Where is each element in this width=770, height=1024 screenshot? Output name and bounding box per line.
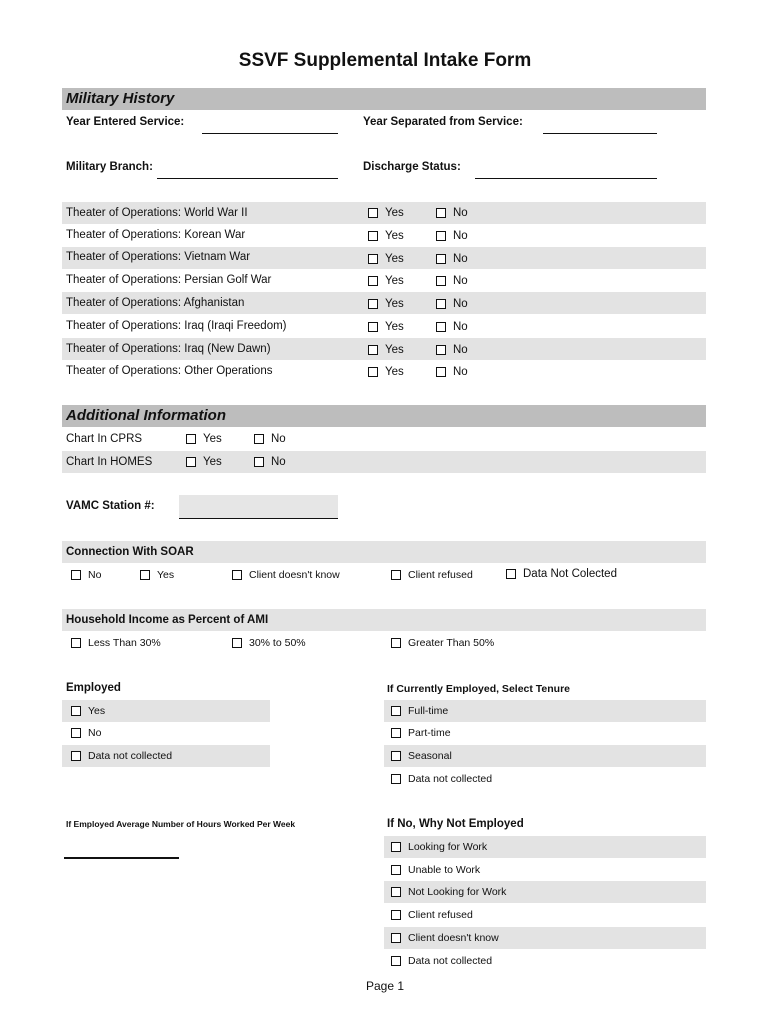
checkbox-icon[interactable]: [254, 434, 264, 444]
checkbox-icon[interactable]: [186, 457, 196, 467]
year-entered-label: Year Entered Service:: [66, 116, 185, 128]
checkbox-icon[interactable]: [391, 933, 401, 943]
discharge-status-label: Discharge Status:: [363, 161, 461, 173]
income-option-30-50[interactable]: 30% to 50%: [232, 637, 306, 649]
theater-no-option[interactable]: No: [436, 253, 468, 265]
theater-yes-option[interactable]: Yes: [368, 275, 404, 287]
soar-option-yes[interactable]: Yes: [140, 569, 174, 581]
military-branch-label: Military Branch:: [66, 161, 153, 173]
tenure-option-seasonal[interactable]: Seasonal: [391, 750, 452, 762]
soar-heading: Connection With SOAR: [66, 546, 194, 558]
checkbox-icon[interactable]: [436, 345, 446, 355]
chart-homes-band: [62, 451, 706, 473]
theater-label: Theater of Operations: Afghanistan: [66, 297, 245, 309]
chart-homes-no[interactable]: No: [254, 456, 286, 468]
not-employed-option-not-looking[interactable]: Not Looking for Work: [391, 886, 506, 898]
checkbox-icon[interactable]: [368, 322, 378, 332]
checkbox-icon[interactable]: [436, 299, 446, 309]
checkbox-icon[interactable]: [391, 774, 401, 784]
income-option-less-30[interactable]: Less Than 30%: [71, 637, 161, 649]
not-employed-option-client-doesnt-know[interactable]: Client doesn't know: [391, 932, 499, 944]
hours-worked-label: If Employed Average Number of Hours Worked Per Week: [66, 819, 296, 829]
tenure-heading: If Currently Employed, Select Tenure: [387, 683, 571, 695]
checkbox-icon[interactable]: [436, 254, 446, 264]
checkbox-icon[interactable]: [391, 865, 401, 875]
theater-yes-option[interactable]: Yes: [368, 207, 404, 219]
checkbox-icon[interactable]: [368, 345, 378, 355]
soar-option-client-refused[interactable]: Client refused: [391, 569, 473, 581]
employed-option-no[interactable]: No: [71, 727, 101, 739]
checkbox-icon[interactable]: [186, 434, 196, 444]
theater-label: Theater of Operations: World War II: [66, 207, 248, 219]
checkbox-icon[interactable]: [436, 367, 446, 377]
chart-cprs-no[interactable]: No: [254, 433, 286, 445]
checkbox-icon[interactable]: [436, 208, 446, 218]
theater-yes-option[interactable]: Yes: [368, 253, 404, 265]
checkbox-icon[interactable]: [391, 956, 401, 966]
vamc-station-field[interactable]: [179, 495, 338, 519]
checkbox-icon[interactable]: [506, 569, 516, 579]
military-history-heading: Military History: [62, 88, 706, 110]
page-title: SSVF Supplemental Intake Form: [238, 50, 532, 71]
military-branch-field[interactable]: [157, 165, 338, 179]
checkbox-icon[interactable]: [71, 638, 81, 648]
theater-no-option[interactable]: No: [436, 344, 468, 356]
employed-heading: Employed: [66, 682, 121, 694]
checkbox-icon[interactable]: [254, 457, 264, 467]
checkbox-icon[interactable]: [232, 638, 242, 648]
chart-cprs-yes[interactable]: Yes: [186, 433, 222, 445]
checkbox-icon[interactable]: [391, 751, 401, 761]
theater-yes-option[interactable]: Yes: [368, 366, 404, 378]
checkbox-icon[interactable]: [71, 706, 81, 716]
discharge-status-field[interactable]: [475, 165, 657, 179]
income-option-greater-50[interactable]: Greater Than 50%: [391, 637, 494, 649]
checkbox-icon[interactable]: [391, 638, 401, 648]
checkbox-icon[interactable]: [391, 910, 401, 920]
theater-no-option[interactable]: No: [436, 207, 468, 219]
theater-no-option[interactable]: No: [436, 298, 468, 310]
not-employed-option-unable[interactable]: Unable to Work: [391, 864, 480, 876]
theater-no-option[interactable]: No: [436, 366, 468, 378]
theater-label: Theater of Operations: Iraq (New Dawn): [66, 343, 271, 355]
not-employed-option-client-refused[interactable]: Client refused: [391, 909, 473, 921]
theater-label: Theater of Operations: Iraq (Iraqi Freedom): [66, 320, 287, 332]
checkbox-icon[interactable]: [140, 570, 150, 580]
theater-yes-option[interactable]: Yes: [368, 298, 404, 310]
checkbox-icon[interactable]: [391, 728, 401, 738]
theater-label: Theater of Operations: Vietnam War: [66, 251, 251, 263]
employed-option-yes[interactable]: Yes: [71, 705, 105, 717]
checkbox-icon[interactable]: [368, 254, 378, 264]
checkbox-icon[interactable]: [232, 570, 242, 580]
checkbox-icon[interactable]: [391, 570, 401, 580]
checkbox-icon[interactable]: [391, 887, 401, 897]
income-heading: Household Income as Percent of AMI: [66, 614, 269, 626]
checkbox-icon[interactable]: [391, 842, 401, 852]
checkbox-icon[interactable]: [71, 570, 81, 580]
checkbox-icon[interactable]: [368, 208, 378, 218]
year-separated-label: Year Separated from Service:: [363, 116, 523, 128]
theater-label: Theater of Operations: Persian Golf War: [66, 274, 272, 286]
chart-cprs-label: Chart In CPRS: [66, 433, 143, 445]
soar-option-client-doesnt-know[interactable]: Client doesn't know: [232, 569, 340, 581]
not-employed-option-looking[interactable]: Looking for Work: [391, 841, 487, 853]
checkbox-icon[interactable]: [436, 276, 446, 286]
soar-option-no[interactable]: No: [71, 569, 101, 581]
checkbox-icon[interactable]: [436, 322, 446, 332]
vamc-station-label: VAMC Station #:: [66, 500, 155, 512]
tenure-option-data-not-collected[interactable]: Data not collected: [391, 773, 492, 785]
checkbox-icon[interactable]: [71, 728, 81, 738]
soar-option-data-not-collected[interactable]: Data Not Colected: [506, 568, 617, 580]
theater-no-option[interactable]: No: [436, 321, 468, 333]
checkbox-icon[interactable]: [436, 231, 446, 241]
employed-option-data-not-collected[interactable]: Data not collected: [71, 750, 172, 762]
hours-worked-field[interactable]: [64, 845, 179, 859]
year-entered-field[interactable]: [202, 120, 338, 134]
theater-yes-option[interactable]: Yes: [368, 344, 404, 356]
theater-yes-option[interactable]: Yes: [368, 321, 404, 333]
chart-homes-yes[interactable]: Yes: [186, 456, 222, 468]
theater-label: Theater of Operations: Korean War: [66, 229, 246, 241]
checkbox-icon[interactable]: [368, 231, 378, 241]
theater-no-option[interactable]: No: [436, 230, 468, 242]
tenure-option-part-time[interactable]: Part-time: [391, 727, 451, 739]
theater-label: Theater of Operations: Other Operations: [66, 365, 273, 377]
chart-homes-label: Chart In HOMES: [66, 456, 153, 468]
not-employed-heading: If No, Why Not Employed: [387, 818, 524, 830]
theater-no-option[interactable]: No: [436, 275, 468, 287]
checkbox-icon[interactable]: [71, 751, 81, 761]
theater-yes-option[interactable]: Yes: [368, 230, 404, 242]
not-employed-option-data-not-collected[interactable]: Data not collected: [391, 955, 492, 967]
page-number: Page 1: [365, 979, 405, 993]
checkbox-icon[interactable]: [368, 299, 378, 309]
additional-info-heading: Additional Information: [62, 405, 706, 427]
checkbox-icon[interactable]: [391, 706, 401, 716]
checkbox-icon[interactable]: [368, 367, 378, 377]
tenure-option-full-time[interactable]: Full-time: [391, 705, 448, 717]
year-separated-field[interactable]: [543, 120, 657, 134]
checkbox-icon[interactable]: [368, 276, 378, 286]
